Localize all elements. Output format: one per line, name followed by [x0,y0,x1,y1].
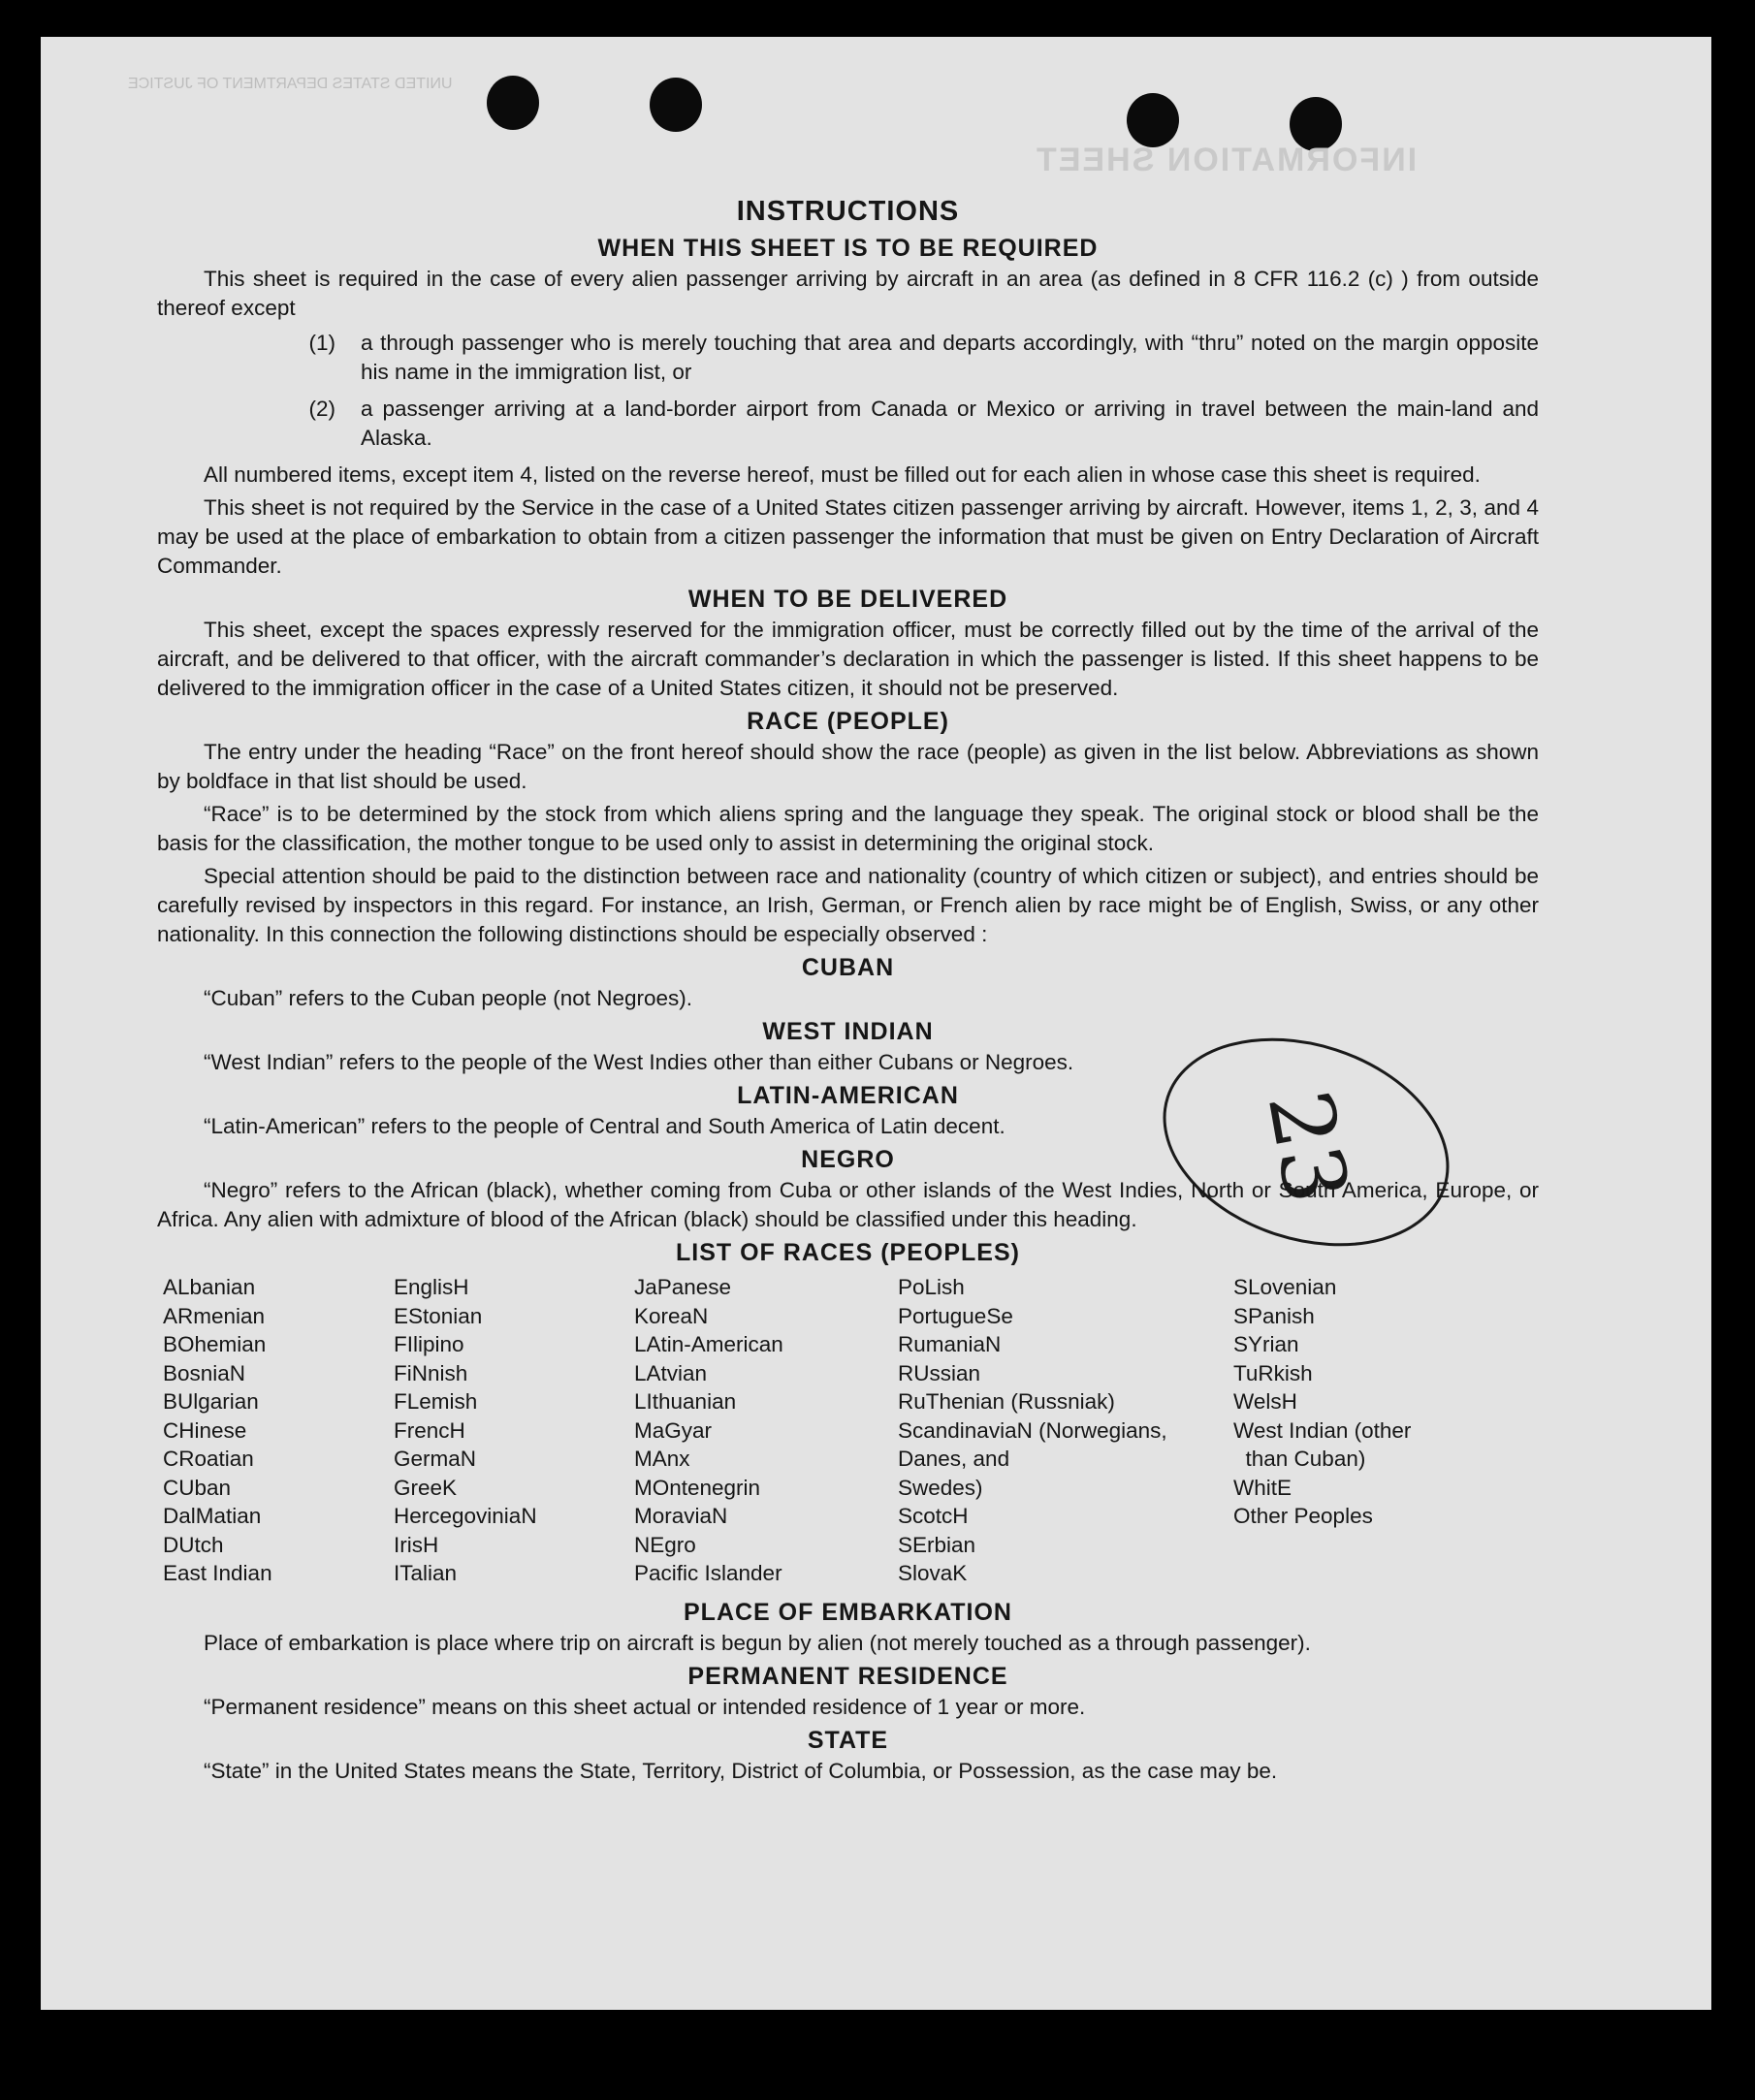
race-item: ARmenian [163,1303,266,1328]
race-item: CRoatian [163,1447,254,1471]
race-item: LAtvian [634,1360,708,1385]
race-item: EnglisH [394,1275,469,1299]
race-item: FLemish [394,1389,478,1414]
bleed-through-text: UNITED STATES DEPARTMENT OF JUSTICE [128,76,453,92]
heading-when-delivered: WHEN TO BE DELIVERED [687,586,1008,613]
race-paragraph: Special attention should be paid to the distinction between race and nationality (country of which citizen or subject), and entries should be carefully revised by inspectors in this regard. For instance, an Irish, German, or French alien by race might be of English, Swiss, or any other nationality. In this connection the following distinctions should be especially observed : [157,864,1539,946]
heading-list-of-races: LIST OF RACES (PEOPLES) [676,1239,1020,1266]
west-indian-text: “West Indian” refers to the people of the West Indies other than either Cubans or Negroes. [204,1050,1074,1074]
heading-race: RACE (PEOPLE) [747,708,949,735]
race-item: MaGyar [634,1417,713,1443]
cuban-text: “Cuban” refers to the Cuban people (not Negroes). [204,986,693,1010]
race-item: BOhemian [163,1332,267,1356]
races-column [634,1273,898,1588]
when-delivered-text: This sheet, except the spaces expressly reserved for the immigration officer, must be correctly filled out by the time of the arrival of the aircraft, and be delivered to that officer, with the aircraft commander’s declaration in which the passenger is listed. If this sheet happens to be delivered to the immigration officer in the case of a United States citizen, it should not be preserved. [157,618,1539,700]
stamp-number: 23 [1247,1083,1368,1211]
heading-place-of-embarkation: PLACE OF EMBARKATION [684,1598,1012,1626]
race-paragraph: The entry under the heading “Race” on the front hereof should show the race (people) as given in the list below. Abbreviations as shown by boldface in that list should be used. [157,740,1539,793]
when-required-intro: This sheet is required in the case of every alien passenger arriving by aircraft in an area (as defined in 8 CFR 116.2 (c) ) from outside thereof except [157,267,1539,320]
latin-american-text: “Latin-American” refers to the people of Central and South America of Latin decent. [204,1114,1005,1138]
races-list [157,1273,1539,1588]
race-item: SErbian [898,1532,976,1557]
heading-when-required: WHEN THIS SHEET IS TO BE REQUIRED [597,235,1099,262]
heading-permanent-residence: PERMANENT RESIDENCE [687,1662,1008,1690]
page-title: INSTRUCTIONS [736,196,960,227]
race-item: MAnx [634,1447,690,1471]
race-item: than Cuban) [1233,1447,1366,1471]
races-column [898,1273,1233,1588]
races-column [157,1273,394,1588]
race-item: RumaniaN [898,1332,1002,1356]
heading-cuban: CUBAN [801,954,895,981]
race-item: WelsH [1233,1389,1297,1414]
race-item: ScandinaviaN (Norwegians, [898,1417,1167,1443]
race-item: SPanish [1233,1303,1315,1328]
race-item: SLovenian [1233,1275,1337,1299]
race-paragraph: “Race” is to be determined by the stock from which aliens spring and the language they speak. The original stock or blood shall be the basis for the classification, the mother tongue to be used only to assist in determining the original stock. [157,802,1539,855]
race-item: Pacific Islander [634,1561,782,1585]
negro-text: “Negro” refers to the African (black), whether coming from Cuba or other islands of the West Indies, North or South America, Europe, or Africa. Any alien with admixture of blood of the African (black) should be classified under this heading. [157,1178,1539,1231]
race-item: ITalian [394,1561,458,1585]
race-item: LIthuanian [634,1389,737,1414]
race-item: ScotcH [898,1504,969,1528]
race-item: NEgro [634,1532,696,1557]
citizen-paragraph: This sheet is not required by the Service in the case of a United States citizen passenger arriving by aircraft. However, items 1, 2, 3, and 4 may be used at the place of embarkation to obtain from a citizen passenger the information that must be given on Entry Declaration of Aircraft Commander. [157,495,1539,578]
state-text: “State” in the United States means the State, Territory, District of Columbia, or Possession, as the case may be. [204,1758,1278,1783]
race-item: FIlipino [394,1332,464,1356]
race-item: JaPanese [634,1275,732,1299]
race-item: GreeK [394,1475,458,1500]
instructions-body [157,158,1539,1790]
race-item: HercegoviniaN [394,1504,537,1528]
heading-state: STATE [807,1726,889,1754]
race-item: PoLish [898,1275,965,1299]
race-item: RuThenian (Russniak) [898,1389,1115,1414]
punch-hole [650,78,702,132]
bleed-through-text: INFORMATION SHEET [1035,142,1418,178]
race-item: Swedes) [898,1475,983,1500]
punch-hole [1127,93,1179,147]
race-item: DUtch [163,1532,224,1557]
race-item: Other Peoples [1233,1504,1373,1528]
race-item: RUssian [898,1360,981,1385]
race-item: East Indian [163,1561,272,1585]
race-item: CHinese [163,1417,247,1443]
race-item: EStonian [394,1303,483,1328]
heading-latin-american: LATIN-AMERICAN [737,1082,959,1109]
exception-item: (1) a through passenger who is merely touching that area and departs accordingly, with “thru” noted on the margin opposite his name in the immigration list, or [308,331,1539,384]
race-item: SlovaK [898,1561,968,1585]
place-of-embarkation-text: Place of embarkation is place where trip on aircraft is begun by alien (not merely touched as a through passenger). [204,1630,1311,1655]
race-item: Danes, and [898,1447,1010,1471]
race-item: West Indian (other [1233,1417,1412,1443]
punch-hole [487,76,539,130]
race-item: DalMatian [163,1504,262,1528]
race-item: FiNnish [394,1360,468,1385]
race-item: CUban [163,1475,232,1500]
race-item: IrisH [394,1532,439,1557]
race-item: SYrian [1233,1332,1299,1356]
race-item: TuRkish [1233,1360,1313,1385]
heading-negro: NEGRO [801,1146,895,1173]
document-sheet [41,37,1711,2010]
race-item: GermaN [394,1447,477,1471]
race-item: KoreaN [634,1303,709,1328]
races-column [1233,1273,1524,1588]
race-item: WhitE [1233,1475,1292,1500]
heading-west-indian: WEST INDIAN [762,1018,934,1045]
race-item: MOntenegrin [634,1475,761,1500]
permanent-residence-text: “Permanent residence” means on this sheet actual or intended residence of 1 year or more. [204,1694,1086,1719]
race-item: BosniaN [163,1360,246,1385]
race-item: FrencH [394,1417,465,1443]
race-item: LAtin-American [634,1332,783,1356]
races-column [394,1273,634,1588]
race-item: BUlgarian [163,1389,259,1414]
race-item: PortugueSe [898,1303,1013,1328]
race-item: ALbanian [163,1275,256,1299]
race-item: MoraviaN [634,1504,728,1528]
numbered-items-paragraph: All numbered items, except item 4, listed on the reverse hereof, must be filled out for each alien in whose case this sheet is required. [204,462,1481,487]
exception-item: (2) a passenger arriving at a land-border airport from Canada or Mexico or arriving in travel between the main-land and Alaska. [308,397,1539,450]
